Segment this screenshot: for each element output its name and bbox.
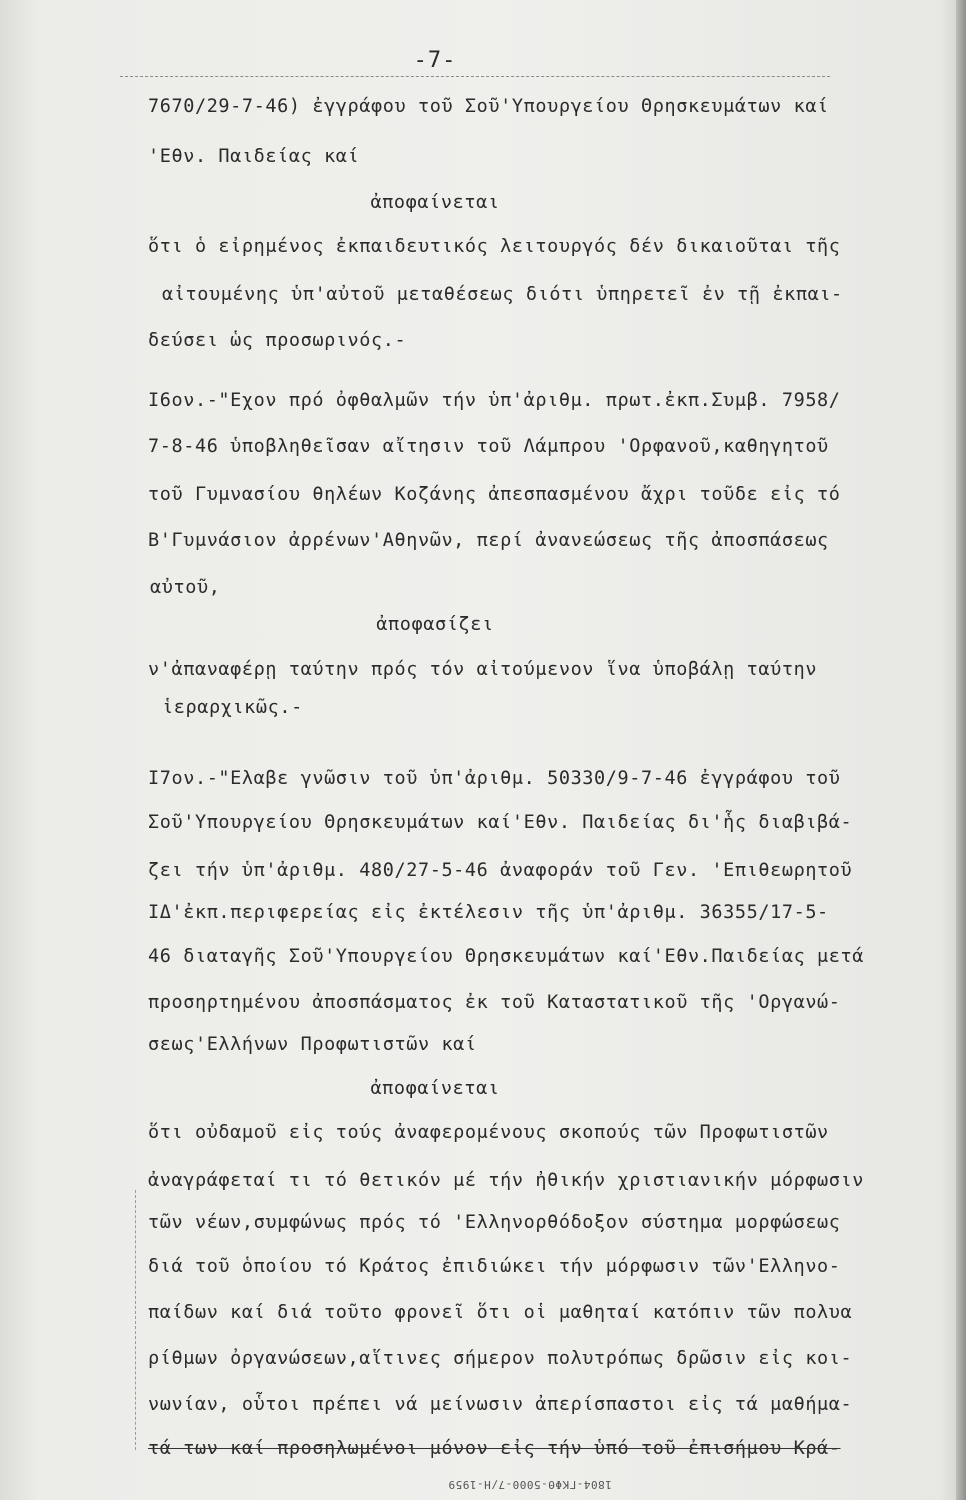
page-number: -7- bbox=[413, 48, 457, 73]
text-line: ΙΔ'ἐκπ.περιφερείας εἰς ἐκτέλεσιν τῆς ὑπ'ἀριθμ. 36355/17-5- bbox=[148, 902, 829, 923]
text-line: ἱεραρχικῶς.- bbox=[162, 697, 303, 718]
text-line: διά τοῦ ὁποίου τό Κράτος ἐπιδιώκει τήν μόρφωσιν τῶν'Ελληνο- bbox=[148, 1256, 841, 1277]
decision-heading: ἀποφαίνεται bbox=[370, 1078, 500, 1099]
text-line: ὅτι οὐδαμοῦ εἰς τούς ἀναφερομένους σκοπούς τῶν Προφωτιστῶν bbox=[148, 1122, 829, 1143]
text-line: τά των καί προσηλωμένοι μόνον εἰς τήν ὑπό τοῦ ἐπισήμου Κρά- bbox=[148, 1438, 841, 1459]
text-line: Σοῦ'Υπουργείου Θρησκευμάτων καί'Εθν. Παιδείας δι'ἧς διαβιβά- bbox=[148, 812, 853, 833]
text-line: ρίθμων ὀργανώσεων,αἵτινες σήμερον πολυτρόπως δρῶσιν εἰς κοι- bbox=[148, 1348, 853, 1369]
text-line: νωνίαν, οὗτοι πρέπει νά μείνωσιν ἀπερίσπαστοι εἰς τά μαθήμα- bbox=[148, 1394, 853, 1415]
text-line: προσηρτημένου ἀποσπάσματος ἐκ τοῦ Καταστατικοῦ τῆς 'Οργανώ- bbox=[148, 992, 841, 1013]
item-17-line: Ι7ον.-"Ελαβε γνῶσιν τοῦ ὑπ'ἀριθμ. 50330/9-7-46 ἐγγράφου τοῦ bbox=[148, 768, 841, 789]
text-line: 7670/29-7-46) ἐγγράφου τοῦ Σοῦ'Υπουργείου Θρησκευμάτων καί bbox=[148, 96, 829, 117]
text-line: 7-8-46 ὑποβληθεῖσαν αἴτησιν τοῦ Λάμπρου 'Ορφανοῦ,καθηγητοῦ bbox=[148, 436, 829, 457]
text-line: τῶν νέων,συμφώνως πρός τό 'Ελληνορθόδοξον σύστημα μορφώσεως bbox=[148, 1212, 841, 1233]
text-line: Β'Γυμνάσιον ἀρρένων'Αθηνῶν, περί ἀνανεώσεως τῆς ἀποσπάσεως bbox=[148, 530, 829, 551]
text-line: δεύσει ὡς προσωρινός.- bbox=[148, 330, 407, 351]
printer-footer: 1804-ΓΚΦΘ-5000-7/Η-1959 bbox=[448, 1478, 612, 1491]
text-line: ὅτι ὁ εἰρημένος ἐκπαιδευτικός λειτουργός δέν δικαιοῦται τῆς bbox=[148, 236, 841, 257]
text-line: σεως'Ελλήνων Προφωτιστῶν καί bbox=[148, 1034, 477, 1055]
text-line: 46 διαταγῆς Σοῦ'Υπουργείου Θρησκευμάτων καί'Εθν.Παιδείας μετά bbox=[148, 946, 865, 967]
text-line: ζει τήν ὑπ'ἀριθμ. 480/27-5-46 ἀναφοράν τοῦ Γεν. 'Επιθεωρητοῦ bbox=[148, 860, 853, 881]
text-line: ν'ἀπαναφέρῃ ταύτην πρός τόν αἰτούμενον ἵνα ὑποβάλῃ ταύτην bbox=[148, 659, 818, 680]
text-line: 'Εθν. Παιδείας καί bbox=[148, 146, 360, 167]
text-line: αἰτουμένης ὑπ'αὐτοῦ μεταθέσεως διότι ὑπηρετεῖ ἐν τῇ ἐκπαι- bbox=[162, 284, 843, 305]
text-line: αὐτοῦ, bbox=[150, 577, 221, 598]
header-rule bbox=[120, 76, 830, 77]
decision-heading: ἀποφασίζει bbox=[376, 614, 494, 635]
text-line: τοῦ Γυμνασίου θηλέων Κοζάνης ἀπεσπασμένου ἄχρι τοῦδε εἰς τό bbox=[148, 484, 841, 505]
text-line: παίδων καί διά τοῦτο φρονεῖ ὅτι οἱ μαθηταί κατόπιν τῶν πολυα bbox=[148, 1302, 853, 1323]
item-16-line: Ι6ον.-"Εχον πρό ὀφθαλμῶν τήν ὑπ'ἀριθμ. πρωτ.ἐκπ.Συμβ. 7958/ bbox=[148, 390, 841, 411]
text-line: ἀναγράφεταί τι τό θετικόν μέ τήν ἠθικήν χριστιανικήν μόρφωσιν bbox=[148, 1170, 865, 1191]
decision-heading: ἀποφαίνεται bbox=[370, 192, 500, 213]
page-edge-shadow bbox=[956, 0, 966, 1500]
margin-mark bbox=[135, 1190, 137, 1450]
